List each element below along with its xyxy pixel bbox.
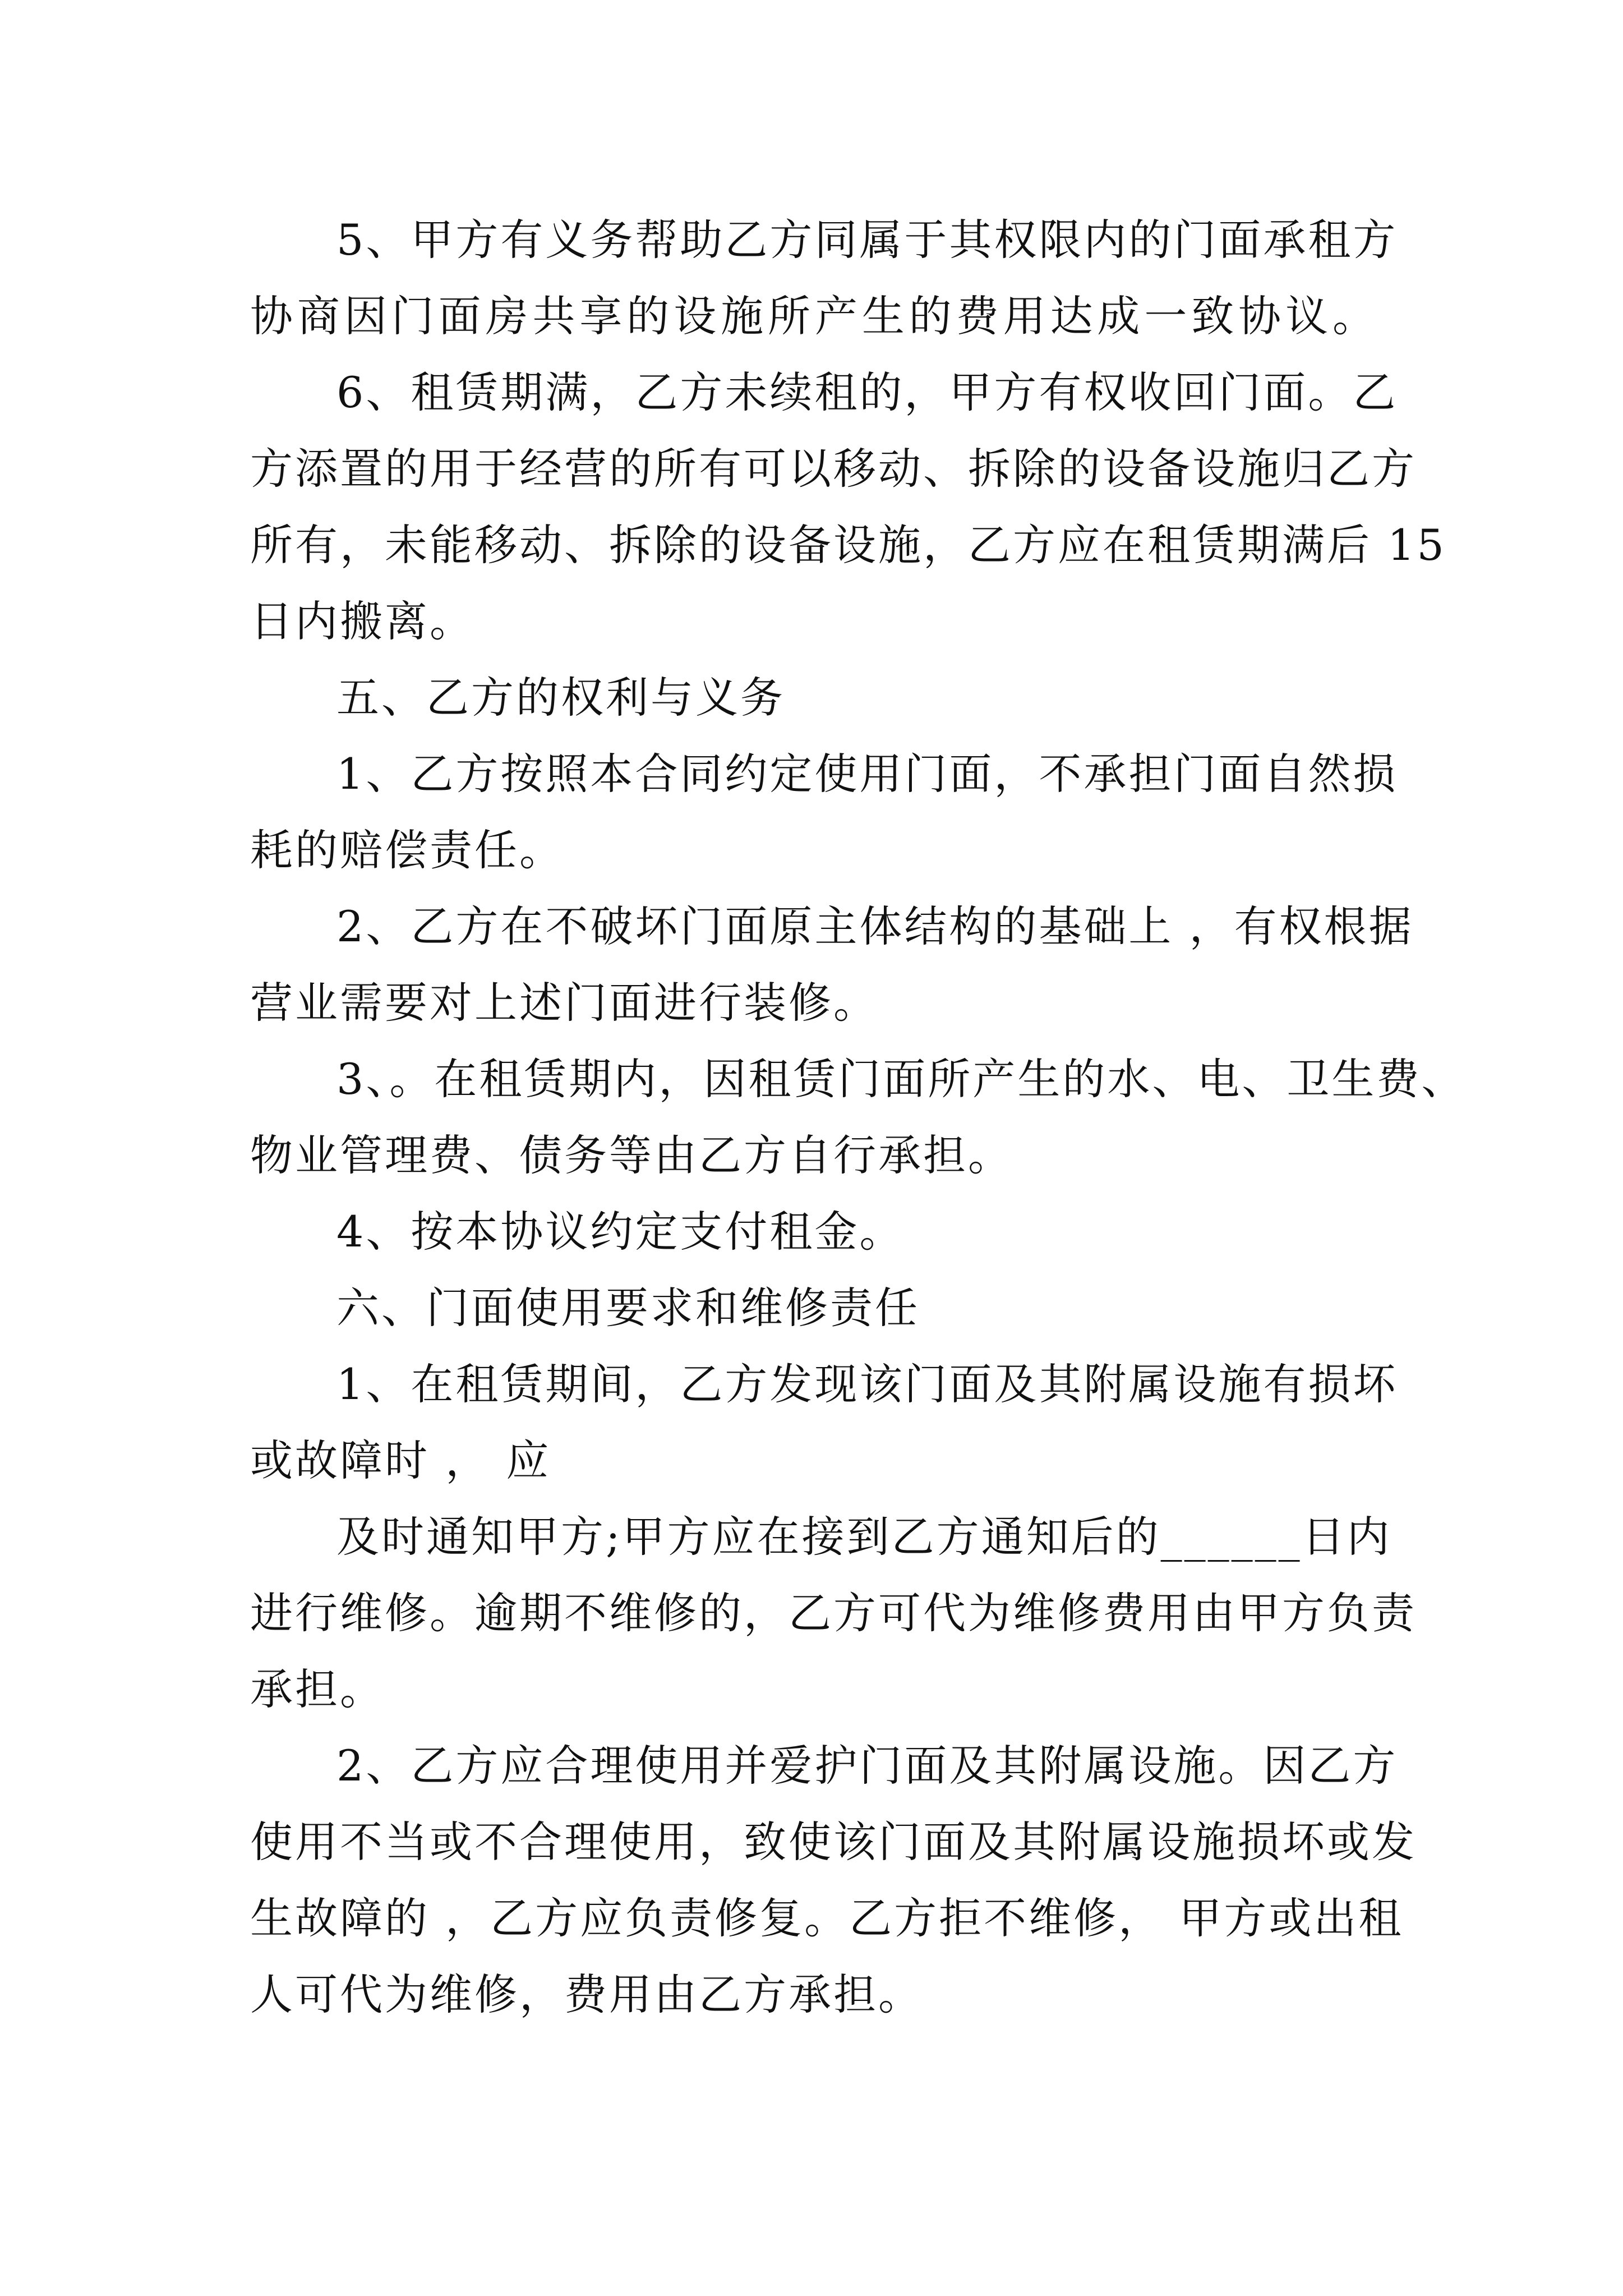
text-line: 使用不当或不合理使用，致使该门面及其附属设施损坏或发 bbox=[250, 1817, 1417, 1867]
text-line: 及时通知甲方;甲方应在接到乙方通知后的______日内 bbox=[336, 1512, 1392, 1562]
text-line: 生故障的 ，乙方应负责修复。乙方拒不维修， 甲方或出租 bbox=[250, 1893, 1404, 1943]
text-line: 5、甲方有义务帮助乙方同属于其权限内的门面承租方 bbox=[336, 215, 1398, 265]
text-line: 五、乙方的权利与义务 bbox=[336, 673, 785, 723]
text-line: 六、门面使用要求和维修责任 bbox=[336, 1283, 920, 1333]
text-line: 3、。在租赁期内，因租赁门面所产生的水、电、卫生费、 bbox=[336, 1054, 1467, 1104]
text-line: 营业需要对上述门面进行装修。 bbox=[250, 978, 878, 1028]
document-body bbox=[250, 202, 1467, 2033]
text-line: 方添置的用于经营的所有可以移动、拆除的设备设施归乙方 bbox=[250, 444, 1417, 494]
text-line: 耗的赔偿责任。 bbox=[250, 825, 564, 875]
text-line: 1、在租赁期间，乙方发现该门面及其附属设施有损坏 bbox=[336, 1359, 1398, 1409]
text-line: 或故障时 ， 应 bbox=[250, 1435, 551, 1485]
text-line: 物业管理费、债务等由乙方自行承担。 bbox=[250, 1130, 1013, 1180]
text-line: 承担。 bbox=[250, 1664, 385, 1714]
text-line: 2、乙方应合理使用并爱护门面及其附属设施。因乙方 bbox=[336, 1741, 1398, 1791]
text-line: 1、乙方按照本合同约定使用门面，不承担门面自然损 bbox=[336, 749, 1398, 799]
text-line: 协商因门面房共享的设施所产生的费用达成一致协议。 bbox=[250, 291, 1377, 341]
text-line: 6、租赁期满，乙方未续租的，甲方有权收回门面。乙 bbox=[336, 367, 1398, 417]
text-line: 日内搬离。 bbox=[250, 596, 474, 646]
text-line: 4、按本协议约定支付租金。 bbox=[336, 1207, 905, 1257]
text-line: 所有，未能移动、拆除的设备设施，乙方应在租赁期满后 15 bbox=[250, 520, 1446, 570]
text-line: 进行维修。逾期不维修的，乙方可代为维修费用由甲方负责 bbox=[250, 1588, 1417, 1638]
text-line: 人可代为维修，费用由乙方承担。 bbox=[250, 1970, 923, 2019]
text-line: 2、乙方在不破坏门面原主体结构的基础上 ，有权根据 bbox=[336, 901, 1414, 951]
